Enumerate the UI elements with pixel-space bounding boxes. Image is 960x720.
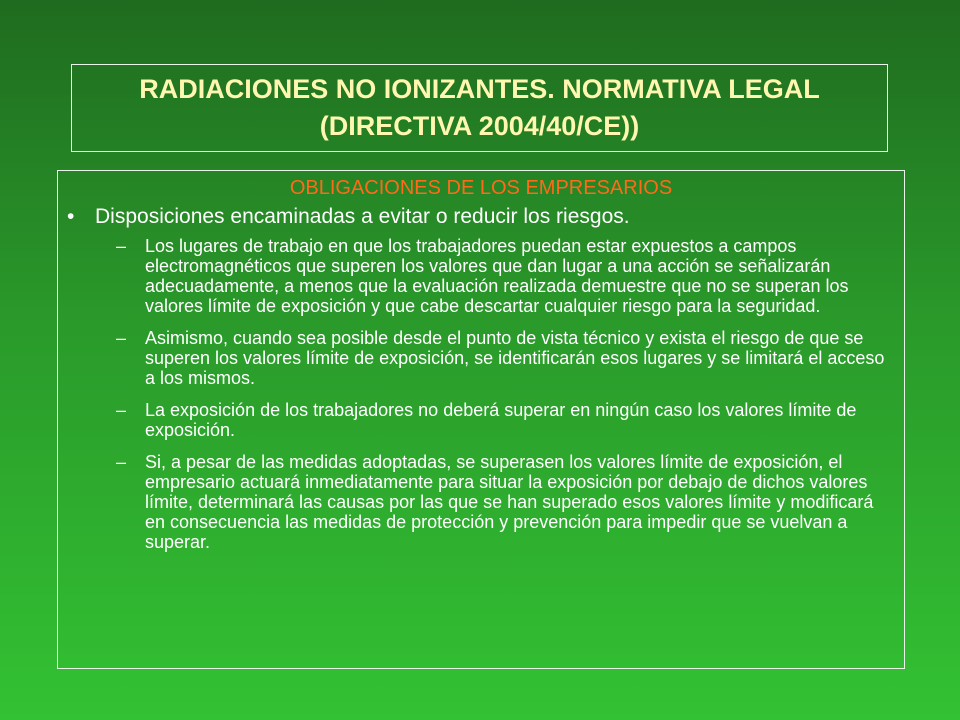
sub-item-text: Si, a pesar de las medidas adoptadas, se superasen los valores límite de exposición, el empresario actuará inmediatamente para situar la exposición por debajo de dichos valores límite, determinará las causas por las que se han superado esos valores límite y modificará en consecuencia las medidas de protección y prevención para impedir que se vuelvan a superar. (145, 452, 874, 552)
sub-item-text: Los lugares de trabajo en que los trabajadores puedan estar expuestos a campos electromagnéticos que superen los valores que dan lugar a una acción se señalizarán adecuadamente, a menos que la evaluación realizada demuestre que no se superan los valores límite de exposición y que cabe descartar cualquier riesgo para la seguridad. (145, 236, 849, 316)
sub-item (58, 328, 904, 388)
sub-item-text: La exposición de los trabajadores no deberá superar en ningún caso los valores límite de exposición. (145, 400, 857, 440)
bullet-icon: • (67, 205, 75, 228)
dash-icon: – (116, 236, 127, 256)
dash-icon: – (116, 328, 127, 348)
title-box (71, 64, 888, 152)
sub-item-text: Asimismo, cuando sea posible desde el punto de vista técnico y exista el riesgo de que se superen los valores límite de exposición, se identificarán esos lugares y se limitará el acceso a los mismos. (145, 328, 885, 388)
bullet-item (58, 204, 904, 230)
dash-icon: – (116, 452, 127, 472)
section-heading: OBLIGACIONES DE LOS EMPRESARIOS (289, 177, 673, 199)
sub-list (58, 236, 904, 552)
dash-icon: – (116, 400, 127, 420)
sub-item (58, 452, 904, 552)
content-box (57, 170, 905, 669)
sub-item (58, 236, 904, 316)
slide-title: RADIACIONES NO IONIZANTES. NORMATIVA LEGAL (DIRECTIVA 2004/40/CE)) (139, 74, 820, 141)
sub-item (58, 400, 904, 440)
bullet-text: Disposiciones encaminadas a evitar o reducir los riesgos. (95, 205, 630, 228)
